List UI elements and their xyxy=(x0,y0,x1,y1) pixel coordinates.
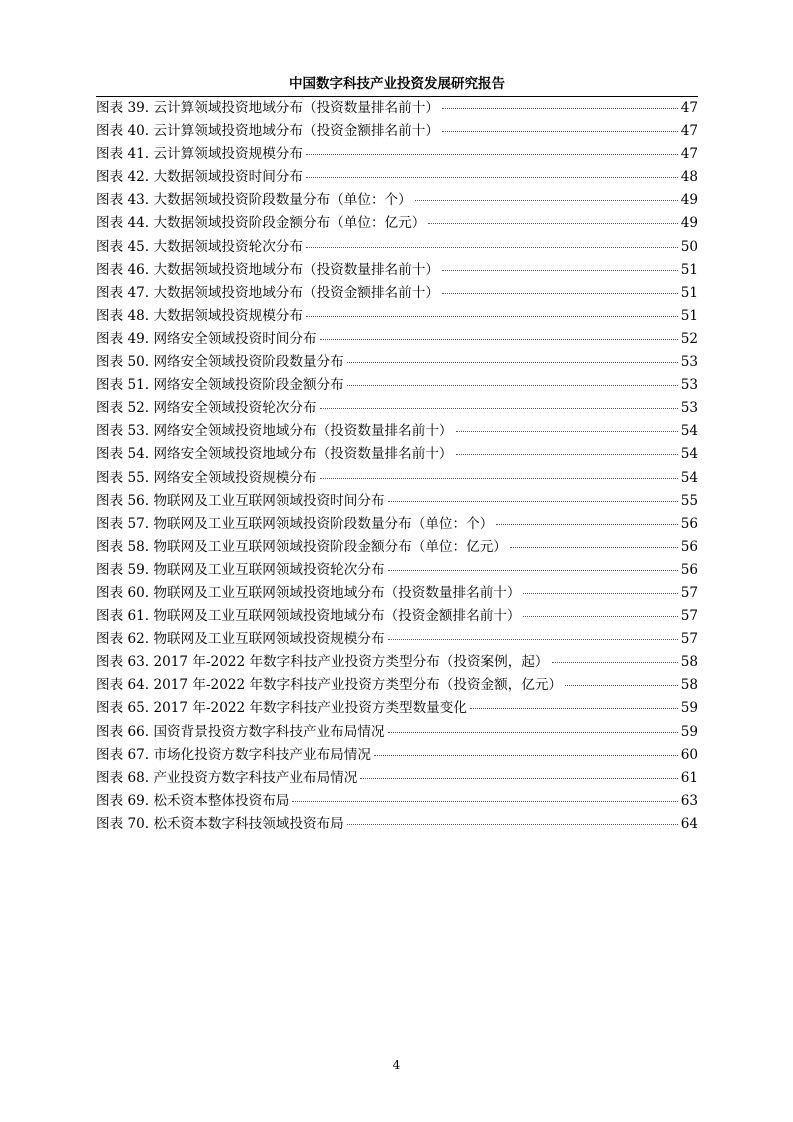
toc-entry-label: 图表 59. 物联网及工业互联网领域投资轮次分布 xyxy=(96,561,385,578)
toc-entry[interactable] xyxy=(96,559,698,582)
dot-leader xyxy=(565,685,678,686)
toc-entry-page: 57 xyxy=(680,608,698,625)
dot-leader xyxy=(388,570,678,571)
dot-leader xyxy=(456,454,678,455)
dot-leader xyxy=(442,131,678,132)
dot-leader xyxy=(496,524,677,525)
toc-entry[interactable] xyxy=(96,490,698,513)
toc-entry[interactable] xyxy=(96,443,698,466)
toc-entry-label: 图表 50. 网络安全领域投资阶段数量分布 xyxy=(96,354,344,371)
toc-entry-page: 57 xyxy=(680,631,698,648)
toc-entry-page: 64 xyxy=(680,815,698,832)
dot-leader xyxy=(523,593,677,594)
toc-entry-page: 56 xyxy=(680,515,698,532)
dot-leader xyxy=(415,200,678,201)
toc-entry-page: 58 xyxy=(680,654,698,671)
dot-leader xyxy=(523,616,677,617)
dot-leader xyxy=(442,293,678,294)
toc-entry-page: 52 xyxy=(680,330,698,347)
toc-entry-label: 图表 46. 大数据领域投资地域分布（投资数量排名前十） xyxy=(96,261,439,278)
toc-entry-page: 49 xyxy=(680,215,698,232)
toc-entry-label: 图表 41. 云计算领域投资规模分布 xyxy=(96,146,303,163)
toc-entry-page: 54 xyxy=(680,469,698,486)
toc-entry-label: 图表 56. 物联网及工业互联网领域投资时间分布 xyxy=(96,492,385,509)
toc-entry-label: 图表 42. 大数据领域投资时间分布 xyxy=(96,169,303,186)
dot-leader xyxy=(428,223,677,224)
toc-entry[interactable] xyxy=(96,513,698,536)
toc-entry[interactable] xyxy=(96,605,698,628)
toc-entry[interactable] xyxy=(96,790,698,813)
toc-entry-page: 57 xyxy=(680,584,698,601)
running-header: 中国数字科技产业投资发展研究报告 xyxy=(289,76,505,92)
toc-entry-label: 图表 63. 2017 年-2022 年数字科技产业投资方类型分布（投资案例，起） xyxy=(96,654,549,671)
toc-entry[interactable] xyxy=(96,351,698,374)
toc-entry-page: 54 xyxy=(680,423,698,440)
toc-entry-page: 47 xyxy=(680,100,698,116)
toc-entry-label: 图表 67. 市场化投资方数字科技产业布局情况 xyxy=(96,746,371,763)
toc-entry-label: 图表 48. 大数据领域投资规模分布 xyxy=(96,307,303,324)
toc-entry-page: 59 xyxy=(680,723,698,740)
toc-entry-page: 53 xyxy=(680,400,698,417)
dot-leader xyxy=(442,270,678,271)
toc-entry-page: 53 xyxy=(680,377,698,394)
dot-leader xyxy=(320,478,678,479)
toc-entry[interactable] xyxy=(96,721,698,744)
toc-entry-label: 图表 52. 网络安全领域投资轮次分布 xyxy=(96,400,317,417)
toc-entry-page: 56 xyxy=(680,561,698,578)
toc-entry[interactable] xyxy=(96,374,698,397)
toc-entry-page: 58 xyxy=(680,677,698,694)
toc-entry-page: 54 xyxy=(680,446,698,463)
toc-entry-label: 图表 70. 松禾资本数字科技领域投资布局 xyxy=(96,815,344,832)
toc-entry-page: 56 xyxy=(680,538,698,555)
toc-entry[interactable] xyxy=(96,420,698,443)
toc-entry[interactable] xyxy=(96,767,698,790)
toc-entry-page: 50 xyxy=(680,238,698,255)
toc-entry-label: 图表 60. 物联网及工业互联网领域投资地域分布（投资数量排名前十） xyxy=(96,584,521,601)
dot-leader xyxy=(388,501,678,502)
dot-leader xyxy=(442,108,678,109)
dot-leader xyxy=(306,154,678,155)
toc-entry-label: 图表 49. 网络安全领域投资时间分布 xyxy=(96,330,317,347)
toc-entry[interactable] xyxy=(96,328,698,351)
toc-entry-label: 图表 69. 松禾资本整体投资布局 xyxy=(96,792,290,809)
toc-entry-label: 图表 61. 物联网及工业互联网领域投资地域分布（投资金额排名前十） xyxy=(96,608,521,625)
toc-entry-page: 49 xyxy=(680,192,698,209)
toc-entry[interactable] xyxy=(96,674,698,697)
toc-entry-label: 图表 47. 大数据领域投资地域分布（投资金额排名前十） xyxy=(96,284,439,301)
toc-entry-label: 图表 43. 大数据领域投资阶段数量分布（单位：个） xyxy=(96,192,412,209)
dot-leader xyxy=(306,247,678,248)
dot-leader xyxy=(388,639,678,640)
dot-leader xyxy=(510,547,678,548)
toc-entry-page: 59 xyxy=(680,700,698,717)
dot-leader xyxy=(470,708,678,709)
toc-entry-label: 图表 51. 网络安全领域投资阶段金额分布 xyxy=(96,377,344,394)
toc-entry-page: 51 xyxy=(680,261,698,278)
toc-entry[interactable] xyxy=(96,212,698,235)
toc-entry[interactable] xyxy=(96,166,698,189)
dot-leader xyxy=(347,385,678,386)
toc-entry-page: 60 xyxy=(680,746,698,763)
page-number: 4 xyxy=(392,1058,401,1072)
dot-leader xyxy=(347,824,678,825)
toc-entry-label: 图表 58. 物联网及工业互联网领域投资阶段金额分布（单位：亿元） xyxy=(96,538,507,555)
toc-entry[interactable] xyxy=(96,189,698,212)
toc-entry[interactable] xyxy=(96,236,698,259)
dot-leader xyxy=(456,431,678,432)
toc-entry[interactable] xyxy=(96,305,698,328)
toc-entry-label: 图表 62. 物联网及工业互联网领域投资规模分布 xyxy=(96,631,385,648)
toc-entry-page: 53 xyxy=(680,354,698,371)
toc-entry-label: 图表 54. 网络安全领域投资地域分布（投资数量排名前十） xyxy=(96,446,453,463)
toc-entry-label: 图表 39. 云计算领域投资地域分布（投资数量排名前十） xyxy=(96,100,439,116)
toc-entry[interactable] xyxy=(96,120,698,143)
toc-entry-label: 图表 64. 2017 年-2022 年数字科技产业投资方类型分布（投资金额，亿元） xyxy=(96,677,563,694)
dot-leader xyxy=(388,732,678,733)
toc-entry[interactable] xyxy=(96,467,698,490)
toc-entry[interactable] xyxy=(96,282,698,305)
toc-entry-label: 图表 53. 网络安全领域投资地域分布（投资数量排名前十） xyxy=(96,423,453,440)
toc-entry[interactable] xyxy=(96,744,698,767)
toc-entry-page: 63 xyxy=(680,792,698,809)
toc-entry-label: 图表 66. 国资背景投资方数字科技产业布局情况 xyxy=(96,723,385,740)
toc-entry-label: 图表 57. 物联网及工业互联网领域投资阶段数量分布（单位：个） xyxy=(96,515,494,532)
toc-entry-page: 48 xyxy=(680,169,698,186)
toc-entry[interactable] xyxy=(96,97,698,120)
toc-entry-page: 51 xyxy=(680,284,698,301)
toc-entry-label: 图表 44. 大数据领域投资阶段金额分布（单位：亿元） xyxy=(96,215,426,232)
toc-entry[interactable] xyxy=(96,259,698,282)
dot-leader xyxy=(552,662,678,663)
toc-entry-label: 图表 68. 产业投资方数字科技产业布局情况 xyxy=(96,769,358,786)
toc-entry-label: 图表 55. 网络安全领域投资规模分布 xyxy=(96,469,317,486)
toc-entry[interactable] xyxy=(96,143,698,166)
toc-entry[interactable] xyxy=(96,628,698,651)
table-of-figures xyxy=(96,97,698,836)
toc-entry[interactable] xyxy=(96,697,698,720)
toc-entry[interactable] xyxy=(96,397,698,420)
dot-leader xyxy=(306,316,678,317)
dot-leader xyxy=(320,408,678,409)
dot-leader xyxy=(360,778,677,779)
toc-entry-page: 47 xyxy=(680,123,698,140)
toc-entry[interactable] xyxy=(96,536,698,559)
toc-entry-page: 55 xyxy=(680,492,698,509)
toc-entry-page: 61 xyxy=(680,769,698,786)
toc-entry[interactable] xyxy=(96,582,698,605)
toc-entry-label: 图表 40. 云计算领域投资地域分布（投资金额排名前十） xyxy=(96,123,439,140)
dot-leader xyxy=(347,362,678,363)
dot-leader xyxy=(292,801,677,802)
toc-entry-label: 图表 65. 2017 年-2022 年数字科技产业投资方类型数量变化 xyxy=(96,700,467,717)
toc-entry[interactable] xyxy=(96,651,698,674)
toc-entry-page: 47 xyxy=(680,146,698,163)
dot-leader xyxy=(374,755,678,756)
toc-entry-label: 图表 45. 大数据领域投资轮次分布 xyxy=(96,238,303,255)
toc-entry[interactable] xyxy=(96,813,698,836)
toc-entry-page: 51 xyxy=(680,307,698,324)
dot-leader xyxy=(320,339,678,340)
dot-leader xyxy=(306,177,678,178)
